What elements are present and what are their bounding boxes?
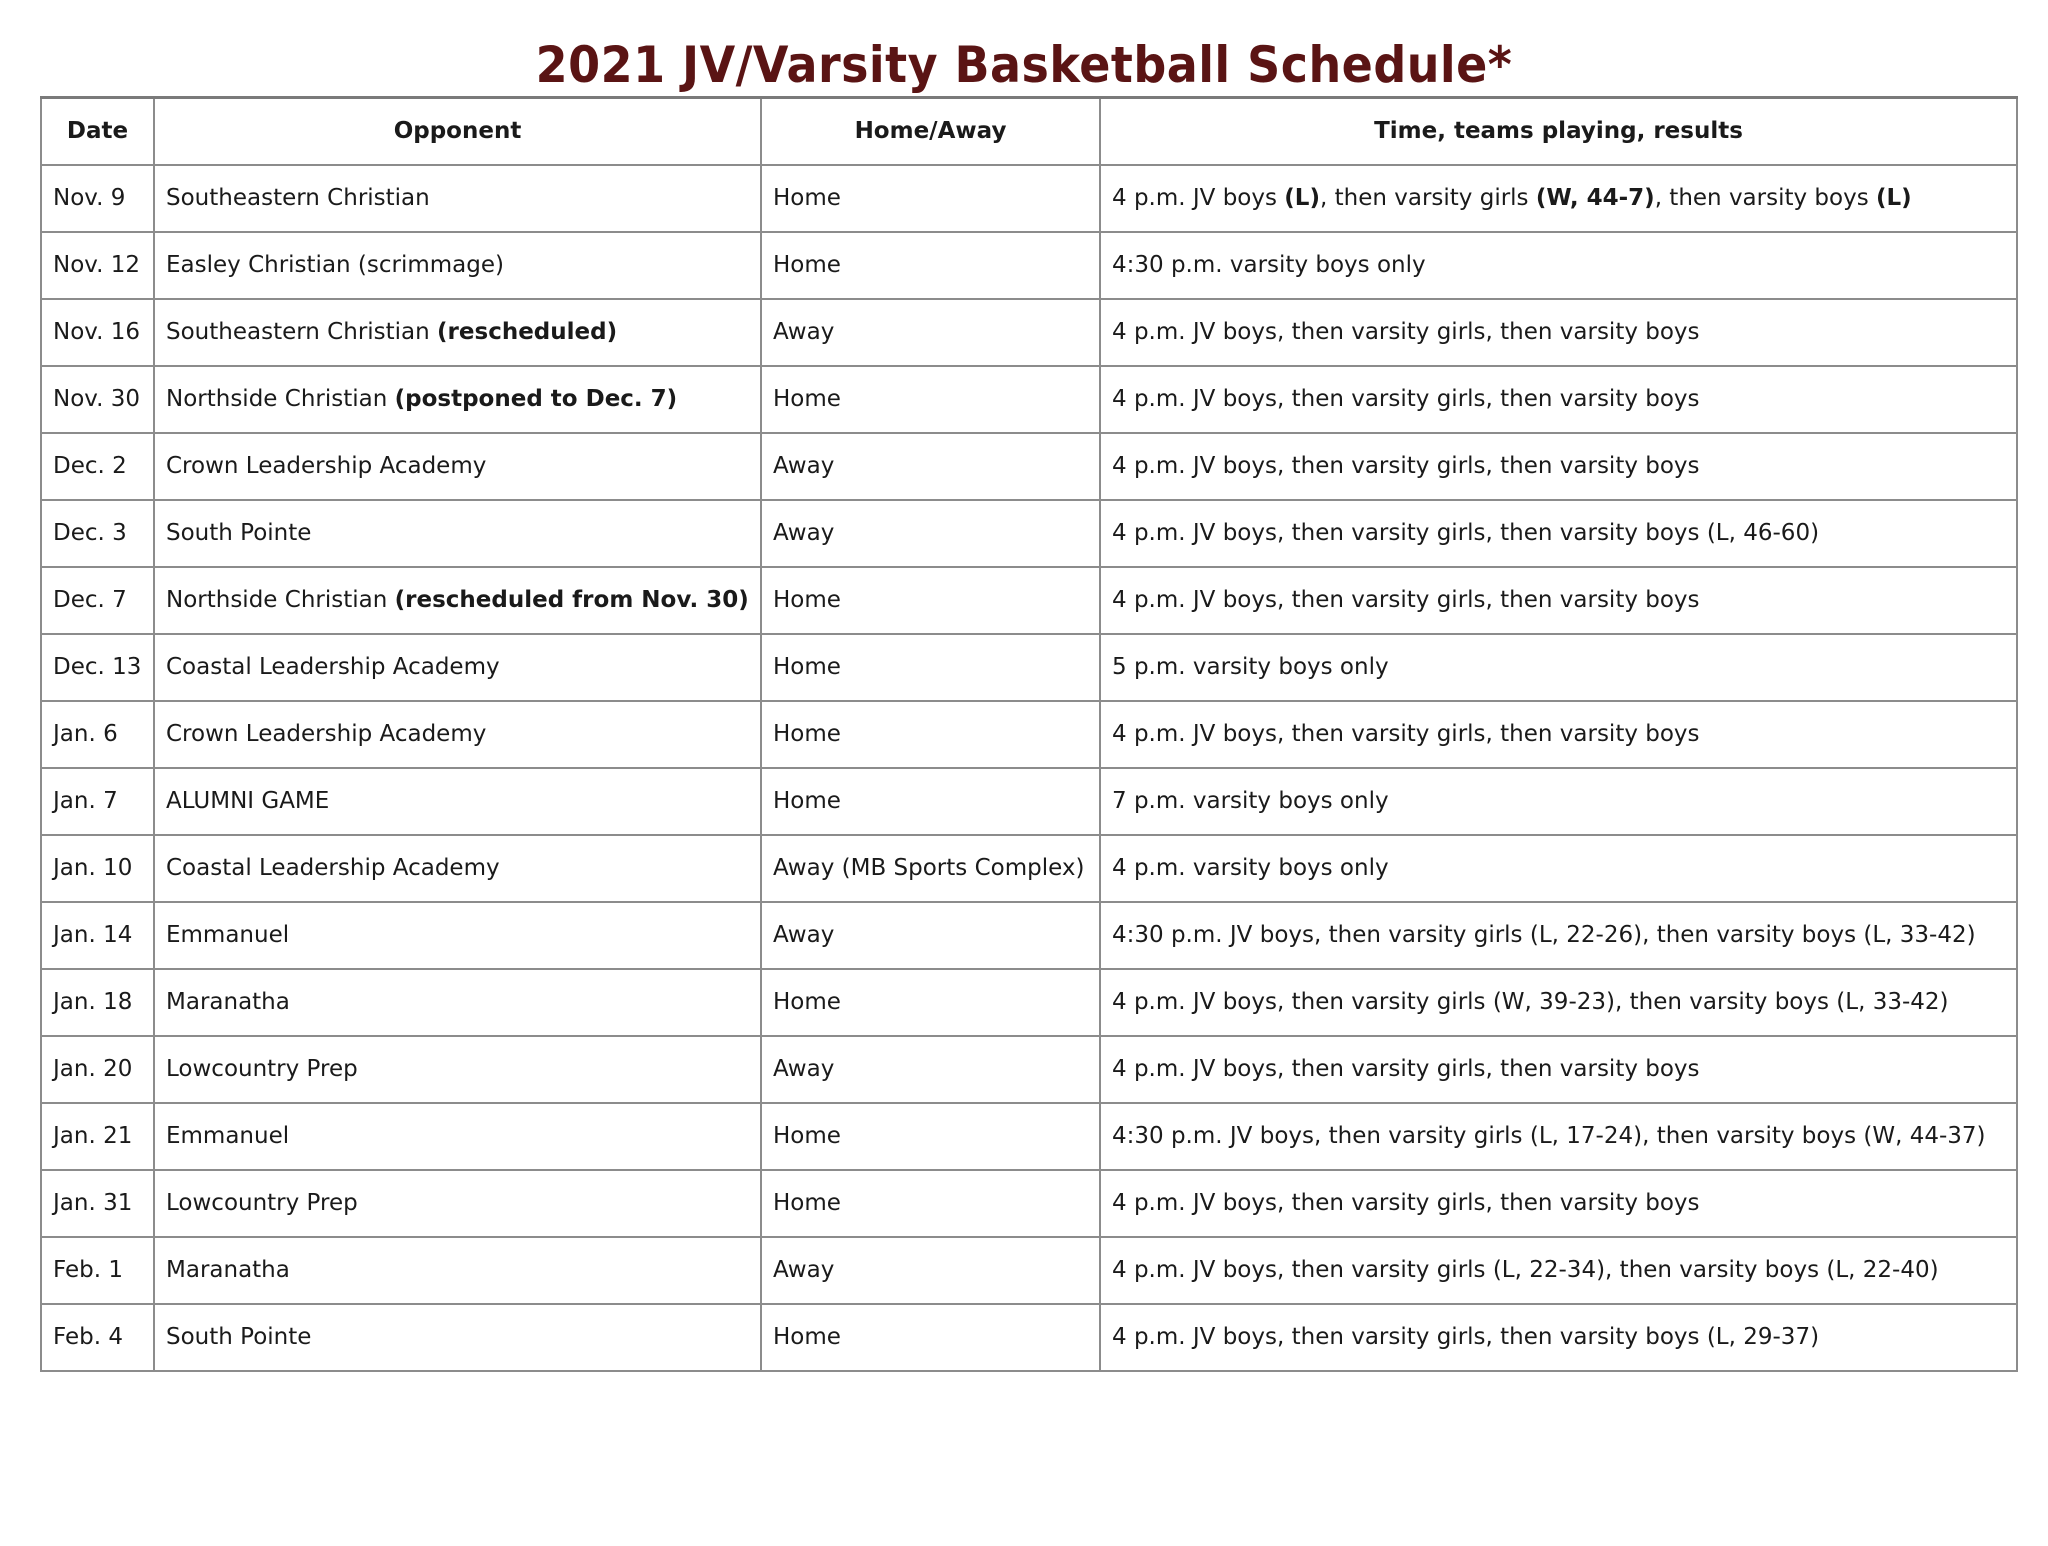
- cell-opponent: [154, 165, 761, 232]
- cell-opponent: [154, 1237, 761, 1304]
- cell-opponent: [154, 232, 761, 299]
- opponent-name: Lowcountry Prep: [166, 1190, 358, 1216]
- table-row: [41, 835, 2017, 902]
- cell-opponent: [154, 299, 761, 366]
- cell-date: Jan. 10: [41, 835, 154, 902]
- table-row: [41, 232, 2017, 299]
- cell-details: 4 p.m. JV boys, then varsity girls (W, 39-23), then varsity boys (L, 33-42): [1100, 969, 2017, 1036]
- cell-details: 4:30 p.m. JV boys, then varsity girls (L, 17-24), then varsity boys (W, 44-37): [1100, 1103, 2017, 1170]
- cell-opponent: [154, 902, 761, 969]
- cell-details: 4 p.m. JV boys, then varsity girls, then varsity boys (L, 46-60): [1100, 500, 2017, 567]
- cell-date: Dec. 2: [41, 433, 154, 500]
- cell-home-away: Away: [761, 500, 1100, 567]
- opponent-name: Northside Christian: [166, 386, 395, 412]
- cell-opponent: [154, 1036, 761, 1103]
- table-row: [41, 1237, 2017, 1304]
- cell-home-away: Away: [761, 1237, 1100, 1304]
- cell-home-away: Home: [761, 768, 1100, 835]
- cell-date: Dec. 3: [41, 500, 154, 567]
- cell-home-away: Home: [761, 634, 1100, 701]
- cell-date: Nov. 12: [41, 232, 154, 299]
- opponent-note: (rescheduled): [437, 319, 618, 345]
- cell-date: Jan. 7: [41, 768, 154, 835]
- cell-date: Jan. 20: [41, 1036, 154, 1103]
- cell-details: 4 p.m. JV boys, then varsity girls, then varsity boys: [1100, 701, 2017, 768]
- cell-details: 4 p.m. JV boys, then varsity girls, then varsity boys (L, 29-37): [1100, 1304, 2017, 1371]
- table-row: [41, 433, 2017, 500]
- result-badge: (L): [1284, 185, 1320, 211]
- table-row: [41, 500, 2017, 567]
- cell-home-away: Away: [761, 433, 1100, 500]
- details-text: , then varsity girls: [1319, 185, 1536, 211]
- opponent-name: ALUMNI GAME: [166, 788, 330, 814]
- cell-opponent: [154, 1304, 761, 1371]
- cell-home-away: Home: [761, 701, 1100, 768]
- opponent-name: South Pointe: [166, 1324, 312, 1350]
- cell-opponent: [154, 634, 761, 701]
- opponent-name: Southeastern Christian: [166, 185, 430, 211]
- cell-date: Nov. 30: [41, 366, 154, 433]
- cell-opponent: [154, 1103, 761, 1170]
- table-row: [41, 567, 2017, 634]
- table-row: [41, 366, 2017, 433]
- cell-opponent: [154, 433, 761, 500]
- result-badge: (L): [1876, 185, 1912, 211]
- cell-details: 4 p.m. JV boys, then varsity girls, then varsity boys: [1100, 1036, 2017, 1103]
- opponent-name: Easley Christian (scrimmage): [166, 252, 505, 278]
- cell-details: 4 p.m. JV boys, then varsity girls, then varsity boys: [1100, 1170, 2017, 1237]
- cell-date: Dec. 13: [41, 634, 154, 701]
- result-badge: (W, 44-7): [1535, 185, 1655, 211]
- cell-home-away: Away (MB Sports Complex): [761, 835, 1100, 902]
- page-title: 2021 JV/Varsity Basketball Schedule*: [535, 35, 1513, 94]
- cell-details: 5 p.m. varsity boys only: [1100, 634, 2017, 701]
- cell-opponent: [154, 366, 761, 433]
- opponent-name: Maranatha: [166, 989, 290, 1015]
- cell-date: Feb. 1: [41, 1237, 154, 1304]
- cell-details: 4 p.m. JV boys, then varsity girls, then varsity boys: [1100, 567, 2017, 634]
- cell-details: 4 p.m. JV boys, then varsity girls (L, 22-34), then varsity boys (L, 22-40): [1100, 1237, 2017, 1304]
- opponent-note: (rescheduled from Nov. 30): [394, 587, 749, 613]
- table-row: [41, 902, 2017, 969]
- cell-details: 4 p.m. JV boys, then varsity girls, then varsity boys: [1100, 366, 2017, 433]
- cell-opponent: [154, 1170, 761, 1237]
- cell-details: 7 p.m. varsity boys only: [1100, 768, 2017, 835]
- opponent-name: South Pointe: [166, 520, 312, 546]
- cell-date: Nov. 16: [41, 299, 154, 366]
- cell-details: 4:30 p.m. varsity boys only: [1100, 232, 2017, 299]
- table-row: [41, 1304, 2017, 1371]
- table-row: [41, 299, 2017, 366]
- details-text: 4 p.m. JV boys: [1112, 185, 1285, 211]
- table-row: [41, 1036, 2017, 1103]
- cell-home-away: Away: [761, 902, 1100, 969]
- cell-date: Dec. 7: [41, 567, 154, 634]
- table-row: [41, 969, 2017, 1036]
- cell-home-away: Home: [761, 969, 1100, 1036]
- opponent-name: Northside Christian: [166, 587, 395, 613]
- cell-home-away: Home: [761, 232, 1100, 299]
- opponent-name: Coastal Leadership Academy: [166, 654, 500, 680]
- table-row: [41, 1103, 2017, 1170]
- cell-details: 4 p.m. JV boys, then varsity girls, then varsity boys: [1100, 299, 2017, 366]
- cell-opponent: [154, 768, 761, 835]
- cell-home-away: Home: [761, 165, 1100, 232]
- cell-opponent: [154, 969, 761, 1036]
- cell-home-away: Away: [761, 299, 1100, 366]
- cell-date: Jan. 21: [41, 1103, 154, 1170]
- cell-date: Feb. 4: [41, 1304, 154, 1371]
- cell-details: 4 p.m. JV boys, then varsity girls, then varsity boys: [1100, 433, 2017, 500]
- cell-details: 4 p.m. varsity boys only: [1100, 835, 2017, 902]
- table-row: [41, 768, 2017, 835]
- opponent-name: Emmanuel: [166, 922, 290, 948]
- cell-home-away: Home: [761, 567, 1100, 634]
- header-date: Date: [41, 98, 154, 166]
- opponent-name: Crown Leadership Academy: [166, 453, 487, 479]
- schedule-table: [40, 96, 2018, 1372]
- opponent-name: Southeastern Christian: [166, 319, 438, 345]
- opponent-name: Emmanuel: [166, 1123, 290, 1149]
- opponent-name: Lowcountry Prep: [166, 1056, 358, 1082]
- opponent-name: Maranatha: [166, 1257, 290, 1283]
- table-row: [41, 1170, 2017, 1237]
- cell-details: 4:30 p.m. JV boys, then varsity girls (L, 22-26), then varsity boys (L, 33-42): [1100, 902, 2017, 969]
- header-details: Time, teams playing, results: [1100, 98, 2017, 166]
- details-text: , then varsity boys: [1654, 185, 1876, 211]
- cell-date: Jan. 6: [41, 701, 154, 768]
- cell-date: Jan. 18: [41, 969, 154, 1036]
- cell-home-away: Home: [761, 1103, 1100, 1170]
- cell-date: Jan. 31: [41, 1170, 154, 1237]
- header-opponent: Opponent: [154, 98, 761, 166]
- table-header-row: [41, 98, 2017, 166]
- table-row: [41, 165, 2017, 232]
- cell-opponent: [154, 835, 761, 902]
- header-home-away: Home/Away: [761, 98, 1100, 166]
- cell-home-away: Home: [761, 1170, 1100, 1237]
- cell-opponent: [154, 567, 761, 634]
- table-row: [41, 701, 2017, 768]
- cell-opponent: [154, 500, 761, 567]
- cell-date: Jan. 14: [41, 902, 154, 969]
- cell-opponent: [154, 701, 761, 768]
- cell-home-away: Away: [761, 1036, 1100, 1103]
- opponent-name: Crown Leadership Academy: [166, 721, 487, 747]
- cell-details: [1100, 165, 2017, 232]
- cell-home-away: Home: [761, 1304, 1100, 1371]
- opponent-note: (postponed to Dec. 7): [394, 386, 678, 412]
- cell-date: Nov. 9: [41, 165, 154, 232]
- table-row: [41, 634, 2017, 701]
- cell-home-away: Home: [761, 366, 1100, 433]
- opponent-name: Coastal Leadership Academy: [166, 855, 500, 881]
